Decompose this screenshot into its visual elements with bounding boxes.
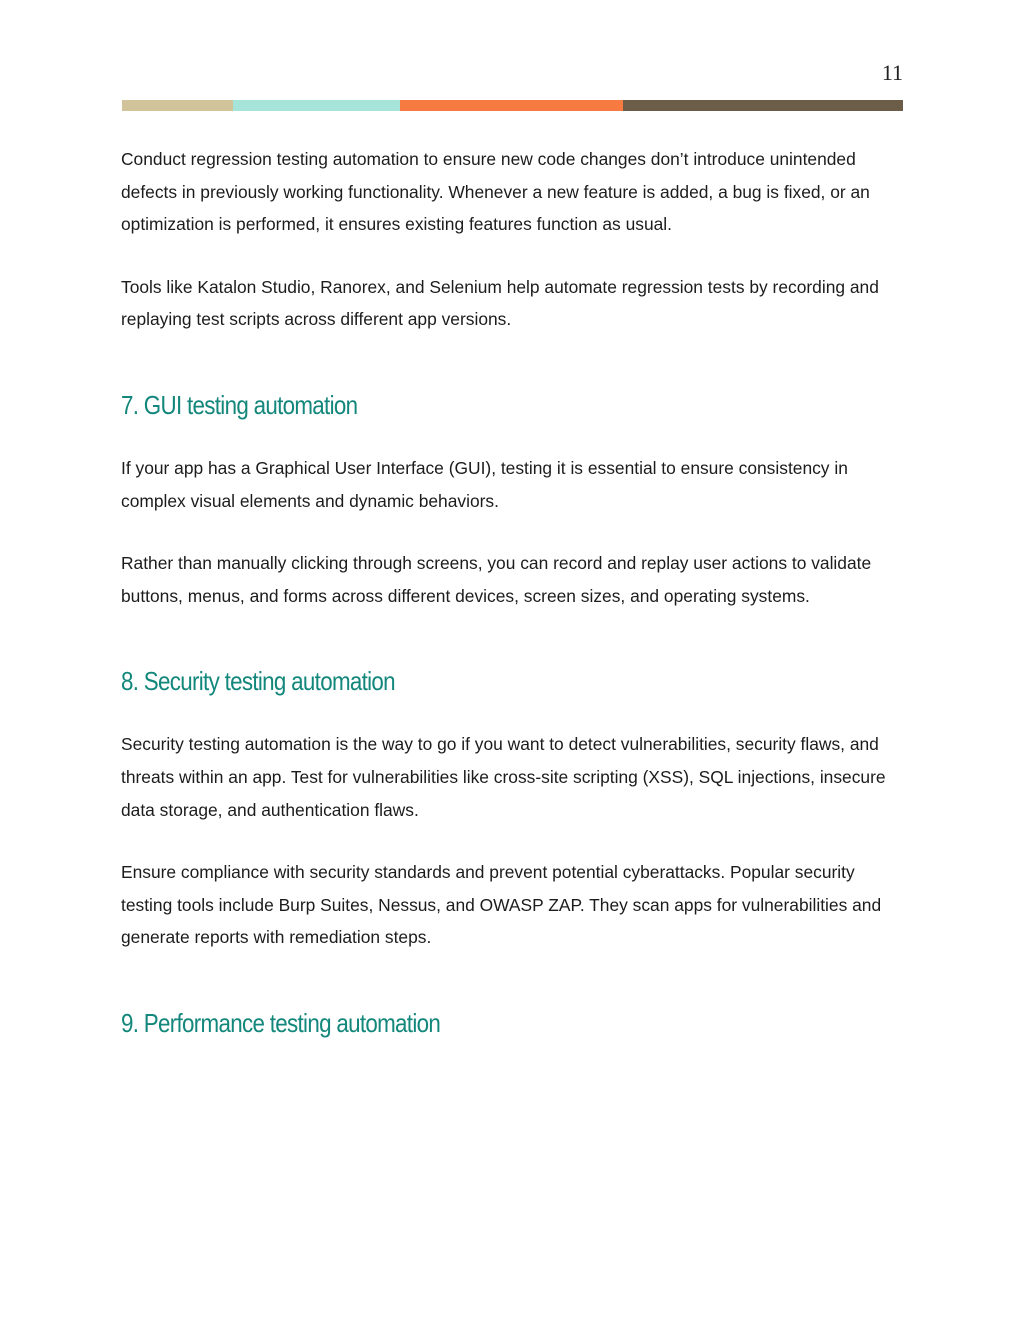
security-paragraph-2: Ensure compliance with security standards and prevent potential cyberattacks. Popular security testing tools include Burp Suites, Nessus, and OWASP ZAP. They scan apps for vulnerabilities and generate reports with remediation steps.: [121, 862, 882, 948]
document-body: [121, 143, 905, 1070]
decorative-color-bar: [122, 100, 903, 111]
color-bar-segment-mint: [233, 100, 400, 111]
color-bar-segment-brown: [623, 100, 903, 111]
security-paragraph-1: Security testing automation is the way to go if you want to detect vulnerabilities, security flaws, and threats within an app. Test for vulnerabilities like cross-site scripting (XSS), SQL injections, insecure data storage, and authentication flaws.: [121, 734, 886, 820]
color-bar-segment-orange: [400, 100, 623, 111]
section-heading-gui: 7. GUI testing automation: [121, 389, 358, 420]
intro-paragraph-2: Tools like Katalon Studio, Ranorex, and Selenium help automate regression tests by recording and replaying test scripts across different app versions.: [121, 276, 879, 330]
page-number: 11: [881, 60, 903, 85]
section-heading-performance: 9. Performance testing automation: [121, 1007, 441, 1038]
color-bar-segment-tan: [122, 100, 233, 111]
gui-paragraph-1: If your app has a Graphical User Interface (GUI), testing it is essential to ensure consistency in complex visual elements and dynamic behaviors.: [121, 457, 848, 511]
section-heading-security: 8. Security testing automation: [121, 666, 395, 697]
intro-paragraph-1: Conduct regression testing automation to ensure new code changes don’t introduce unintended defects in previously working functionality. Whenever a new feature is added, a bug is fixed, or an optimization is performed, it ensures existing features function as usual.: [121, 149, 870, 235]
gui-paragraph-2: Rather than manually clicking through screens, you can record and replay user actions to validate buttons, menus, and forms across different devices, screen sizes, and operating systems.: [121, 553, 872, 606]
